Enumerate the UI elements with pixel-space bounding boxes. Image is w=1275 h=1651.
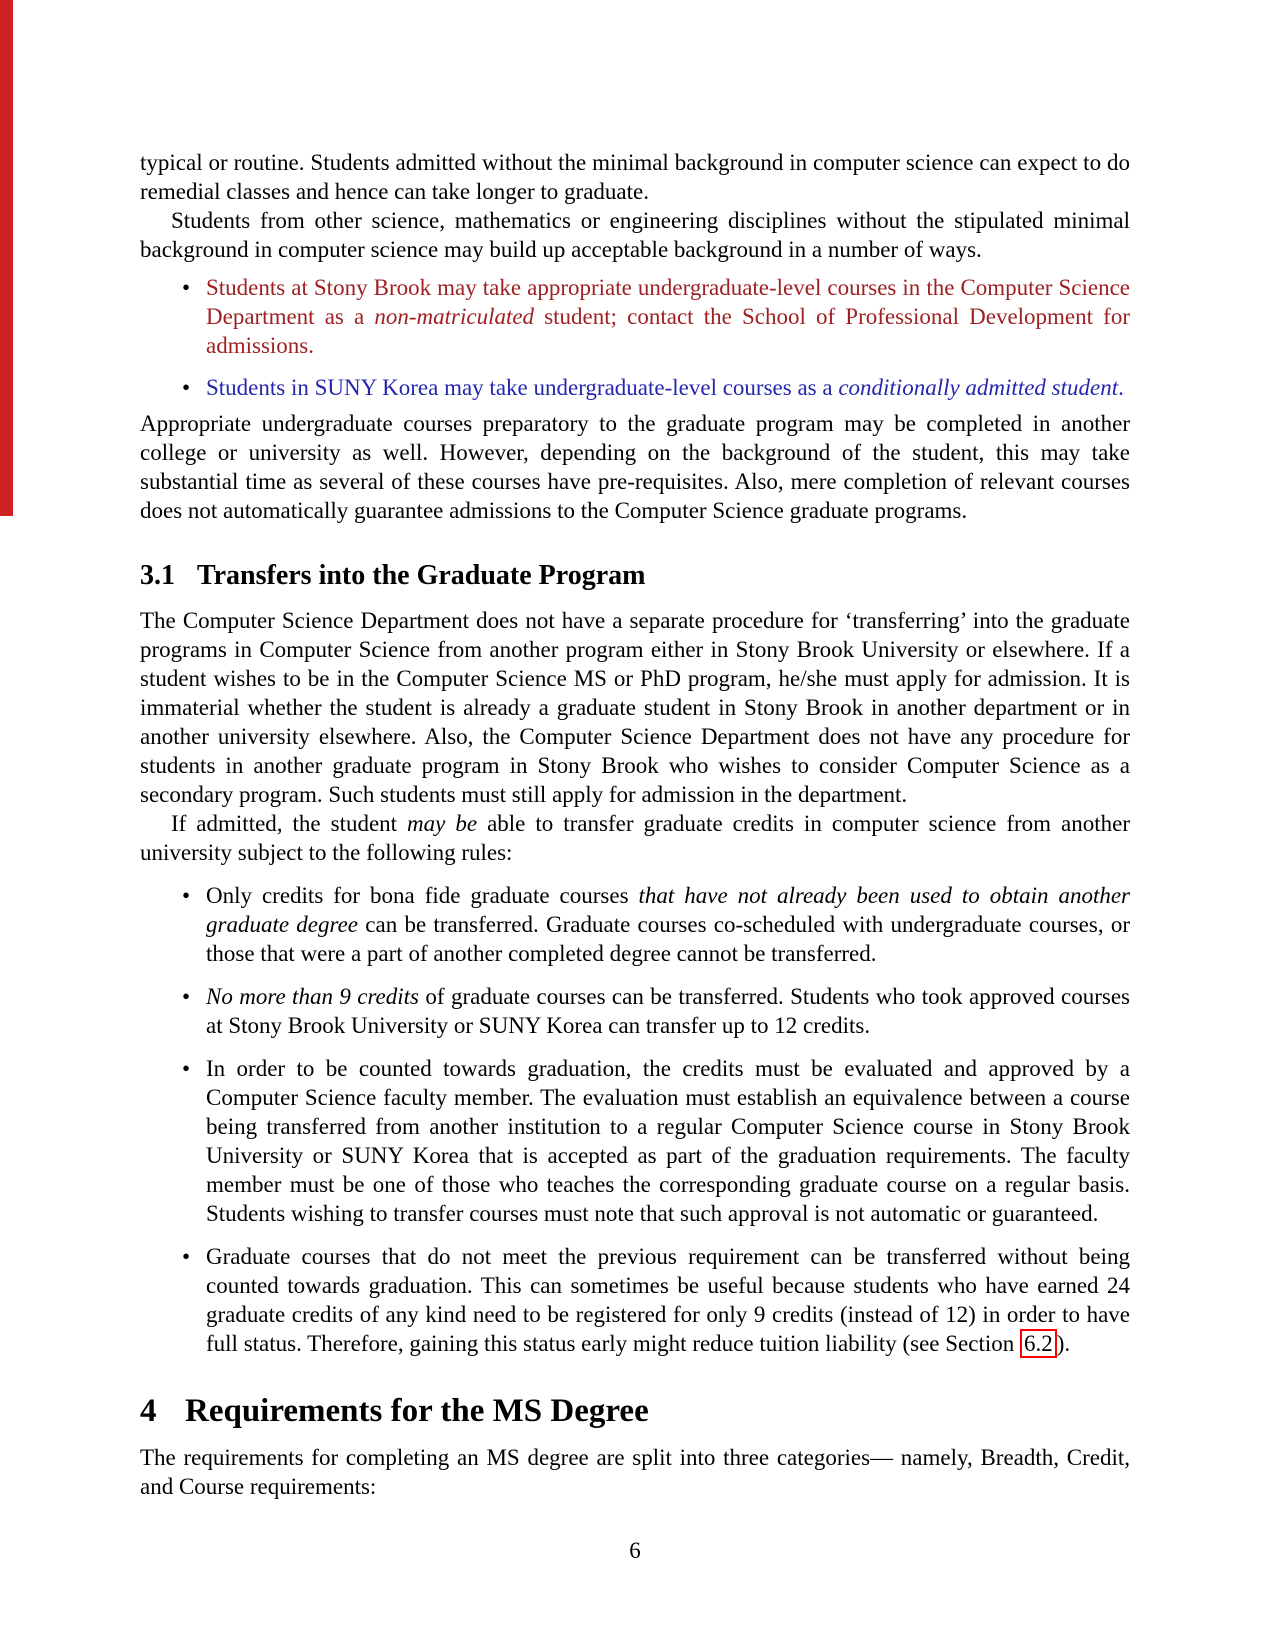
rule-text-italic: that have not already been used to obtain another graduate degree — [206, 883, 1130, 937]
link-text-part: student; contact the School of Professional Development for admissions. — [206, 304, 1130, 358]
section-number: 4 — [140, 1393, 157, 1429]
link-text-part: Students at Stony Brook may take appropriate undergraduate-level courses in the Computer Science Department as a — [206, 275, 1130, 329]
rule-text-part: Graduate courses that do not meet the previous requirement can be transferred without being counted towards graduation. This can sometimes be useful because students who have earned 24 graduate credits of any kind need to be registered for only 9 credits (instead of 12) in order to have full status. Therefore, gaining this status early might reduce tuition liability (see Section — [206, 1244, 1130, 1356]
list-item — [206, 373, 1130, 402]
rule-text-part: of graduate courses can be transferred. Students who took approved courses at Stony Brook University or SUNY Korea can transfer up to 12 credits. — [206, 984, 1130, 1038]
link-text-part: Students in SUNY Korea may take undergraduate-level courses as a — [206, 375, 839, 400]
rule-text-part: In order to be counted towards graduation, the credits must be evaluated and approved by a Computer Science faculty member. The evaluation must establish an equivalence between a course being transferred from another institution to a regular Computer Science course in Stony Brook University or SUNY Korea that is accepted as part of the graduation requirements. The faculty member must be one of those who teaches the corresponding graduate course on a regular basis. Students wishing to transfer courses must note that such approval is not automatic or guaranteed. — [206, 1056, 1130, 1226]
link-text-italic: conditionally admitted student — [838, 375, 1119, 400]
paragraph-text-italic: may be — [407, 811, 478, 836]
section-3-1-heading — [140, 559, 1130, 593]
rule-text-part: Only credits for bona fide graduate courses — [206, 883, 639, 908]
rule-text-part: can be transferred. Graduate courses co-scheduled with undergraduate courses, or those that were a part of another completed degree cannot be transferred. — [206, 912, 1130, 966]
rule-text-part: ). — [1056, 1331, 1071, 1356]
intro-paragraph-2: Students from other science, mathematics or engineering disciplines without the stipulated minimal background in computer science may build up acceptable background in a number of ways. — [140, 208, 1130, 262]
page-edge-accent-bar — [0, 0, 13, 516]
stony-brook-nonmatriculated-link[interactable] — [206, 275, 1130, 358]
prep-courses-paragraph: Appropriate undergraduate courses preparatory to the graduate program may be completed in another college or university as well. However, depending on the background of the student, this may take substantial time as several of these courses have pre-requisites. Also, mere completion of relevant courses does not automatically guarantee admissions to the Computer Science graduate programs. — [140, 411, 1130, 523]
link-text-italic: non-matriculated — [374, 304, 535, 329]
rule-text-italic: No more than 9 credits — [206, 984, 419, 1009]
paragraph-text-part: able to transfer graduate credits in computer science from another university subject to the following rules: — [140, 811, 1130, 865]
section-title: Transfers into the Graduate Program — [197, 560, 646, 591]
section-4-heading — [140, 1391, 1130, 1431]
intro-paragraph-1: typical or routine. Students admitted without the minimal background in computer science can expect to do remedial classes and hence can take longer to graduate. — [140, 150, 1130, 204]
transfer-intro-paragraph-1: The Computer Science Department does not have a separate procedure for ‘transferring’ into the graduate programs in Computer Science from another program either in Stony Brook University or elsewhere. If a student wishes to be in the Computer Science MS or PhD program, he/she must apply for admission. It is immaterial whether the student is already a graduate student in Stony Brook in another department or in another university elsewhere. Also, the Computer Science Department does not have any procedure for students in another graduate program in Stony Brook who wishes to consider Computer Science as a secondary program. Such students must still apply for admission in the department. — [140, 608, 1130, 807]
list-item — [206, 1242, 1130, 1358]
link-text-part: . — [1118, 375, 1124, 400]
page-text-block — [140, 148, 1130, 1501]
list-item — [206, 273, 1130, 360]
suny-korea-conditional-link[interactable] — [206, 375, 1124, 400]
section-number: 3.1 — [140, 560, 175, 591]
page-footer — [140, 1536, 1130, 1565]
prep-options-list — [140, 273, 1130, 402]
transfer-rules-list — [140, 881, 1130, 1358]
ms-requirements-intro-paragraph: The requirements for completing an MS degree are split into three categories— namely, Breadth, Credit, and Course requirements: — [140, 1445, 1130, 1499]
section-title: Requirements for the MS Degree — [185, 1393, 649, 1429]
list-item — [206, 881, 1130, 968]
transfer-intro-paragraph-2 — [140, 809, 1130, 867]
list-item — [206, 1054, 1130, 1228]
section-6-2-link[interactable]: 6.2 — [1020, 1329, 1057, 1358]
list-item — [206, 982, 1130, 1040]
paragraph-text-part: If admitted, the student — [171, 811, 408, 836]
page-number: 6 — [629, 1538, 641, 1563]
